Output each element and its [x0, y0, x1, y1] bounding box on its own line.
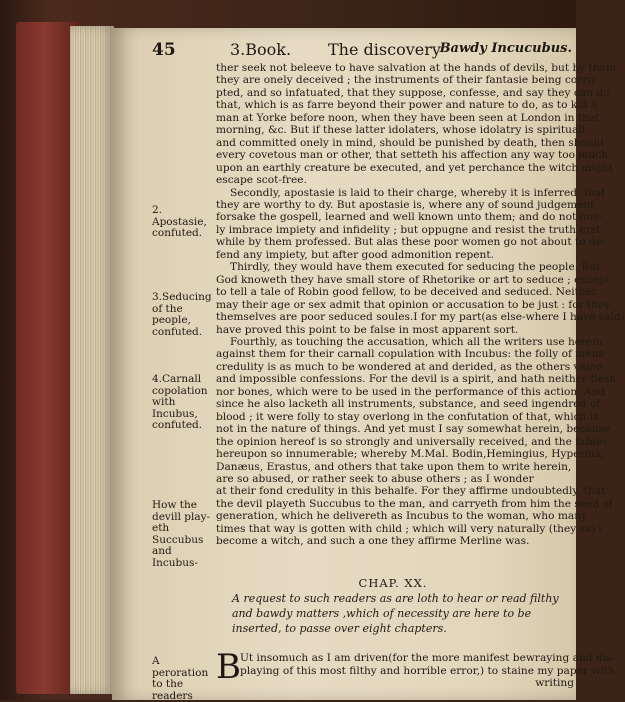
text-line: become a witch, and such a one they affirme Merline was.	[216, 535, 530, 548]
text-line: fend any impiety, but after good admonition repent.	[216, 248, 494, 261]
text-line: man at Yorke before noon, when they have been seen at London in that	[216, 111, 600, 124]
text-line: Secondly, apostasie is laid to their charge, whereby it is inferred, that	[230, 186, 606, 199]
text-line: and committed onely in mind, should be punished by death, then should	[216, 136, 604, 149]
text-line: forsake the gospell, learned and well known unto them; and do not one-	[216, 211, 603, 224]
margin-note-apostasie: 2. Apostasie, confuted.	[152, 204, 207, 239]
book-label: 3.Book.	[230, 40, 292, 59]
margin-note-succubus: How the devill play- eth Succubus and Incubus-	[152, 499, 211, 569]
text-line: the devil playeth Succubus to the man, and carryeth from him the seed of	[216, 497, 613, 510]
text-line: against them for their carnall copulation with Incubus: the folly of mens	[216, 348, 604, 361]
text-line: that, which is as farre beyond their power and nature to do, as to kill a	[216, 99, 598, 112]
text-line: morning, &c. But if these latter idolaters, whose idolatry is spirituall	[216, 124, 586, 137]
text-line: Thirdly, they would have them executed for seducing the people. But	[230, 261, 601, 274]
text-line: since he also lacketh all instruments, substance, and seed ingendred of	[216, 398, 601, 411]
text-line: God knoweth they have small store of Rhetorike or art to seduce ; except	[216, 273, 610, 286]
text-line: the opinion hereof is so strongly and universally received, and the fables	[216, 435, 608, 448]
page-edges	[70, 26, 114, 694]
text-line: while by them professed. But alas these poor women go not about to de-	[216, 236, 606, 249]
text-line: are so abused, or rather seek to abuse others ; as I wonder	[216, 472, 534, 485]
text-line: times that way is gotten with child ; which will very naturally (they say)	[216, 522, 602, 535]
text-line: themselves are poor seduced soules.I for my part(as else-where I have said)	[216, 311, 625, 324]
text-line: they are onely deceived ; the instruments of their fantasie being corru-	[216, 74, 598, 87]
text-line: at their fond credulity in this behalfe. For they affirme undoubtedly, that	[216, 485, 606, 498]
text-line: ther seek not beleeve to have salvation at the hands of devils, but by them	[216, 62, 616, 74]
chapter-summary: A request to such readers as are loth to hear or read filthy and bawdy matters ,which of necessity are here to be inserted, to passe over eight chapters.	[232, 592, 559, 635]
main-text	[216, 62, 625, 548]
section-title: Bawdy Incucubus.	[439, 41, 572, 56]
text-line: not in the nature of things. And yet must I say somewhat herein, because	[216, 423, 611, 436]
margin-note-peroration: A peroration to the readers	[152, 655, 209, 702]
text-line: nor bones, which were to be used in the performance of this action. And	[216, 385, 606, 398]
drop-cap: B	[216, 647, 241, 687]
text-line: upon an earthly creature be executed, and yet perchance the witch might	[216, 161, 613, 174]
text-line: to tell a tale of Robin good fellow, to be deceived and seduced. Neither	[216, 286, 598, 299]
text-line: credulity is as much to be wondered at and derided, as the others vaine	[216, 360, 603, 373]
closing-text	[240, 652, 616, 690]
book-page	[112, 28, 625, 702]
text-line: Fourthly, as touching the accusation, which all the writers use herein	[230, 335, 603, 348]
chapter-heading: CHAP. XX.	[358, 576, 428, 590]
text-line: every covetous man or other, that setteth his affection any way too much	[216, 149, 608, 162]
text-line: have proved this point to be false in most apparent sort.	[216, 323, 519, 336]
text-line: blood ; it were folly to stay overlong in the confutation of that, which is	[216, 410, 599, 423]
text-line: ly imbrace impiety and infidelity ; but oppugne and resist the truth erst-	[216, 223, 604, 236]
text-line: hereupon so innumerable; whereby M.Mal. Bodin,Hemingius, Hyperius,	[216, 448, 604, 461]
text-line: Ut insomuch as I am driven(for the more manifest bewraying and dis-	[240, 652, 616, 664]
text-line: escape scot-free.	[216, 174, 307, 187]
running-header	[152, 40, 576, 60]
catchword: writing	[535, 677, 574, 689]
text-line: and impossible confessions. For the devil is a spirit, and hath neither flesh	[216, 373, 617, 386]
text-line: Danæus, Erastus, and others that take upon them to write herein,	[216, 460, 572, 473]
page-number: 45	[152, 40, 176, 60]
text-line: playing of this most filthy and horrible error,) to staine my paper with	[240, 664, 615, 677]
text-line: generation, which he delivereth as Incubus to the woman, who many	[216, 510, 588, 523]
margin-note-seducing: 3.Seducing of the people, confuted.	[152, 291, 212, 338]
text-line: pted, and so infatuated, that they suppose, confesse, and say they can do	[216, 86, 610, 99]
running-title: The discovery	[328, 40, 441, 59]
text-line: may their age or sex admit that opinion or accusation to be just : for they	[216, 298, 611, 311]
margin-note-carnall: 4.Carnall copolation with Incubus, confuted.	[152, 373, 208, 431]
text-line: they are worthy to dy. But apostasie is, where any of sound judgement	[216, 198, 595, 211]
